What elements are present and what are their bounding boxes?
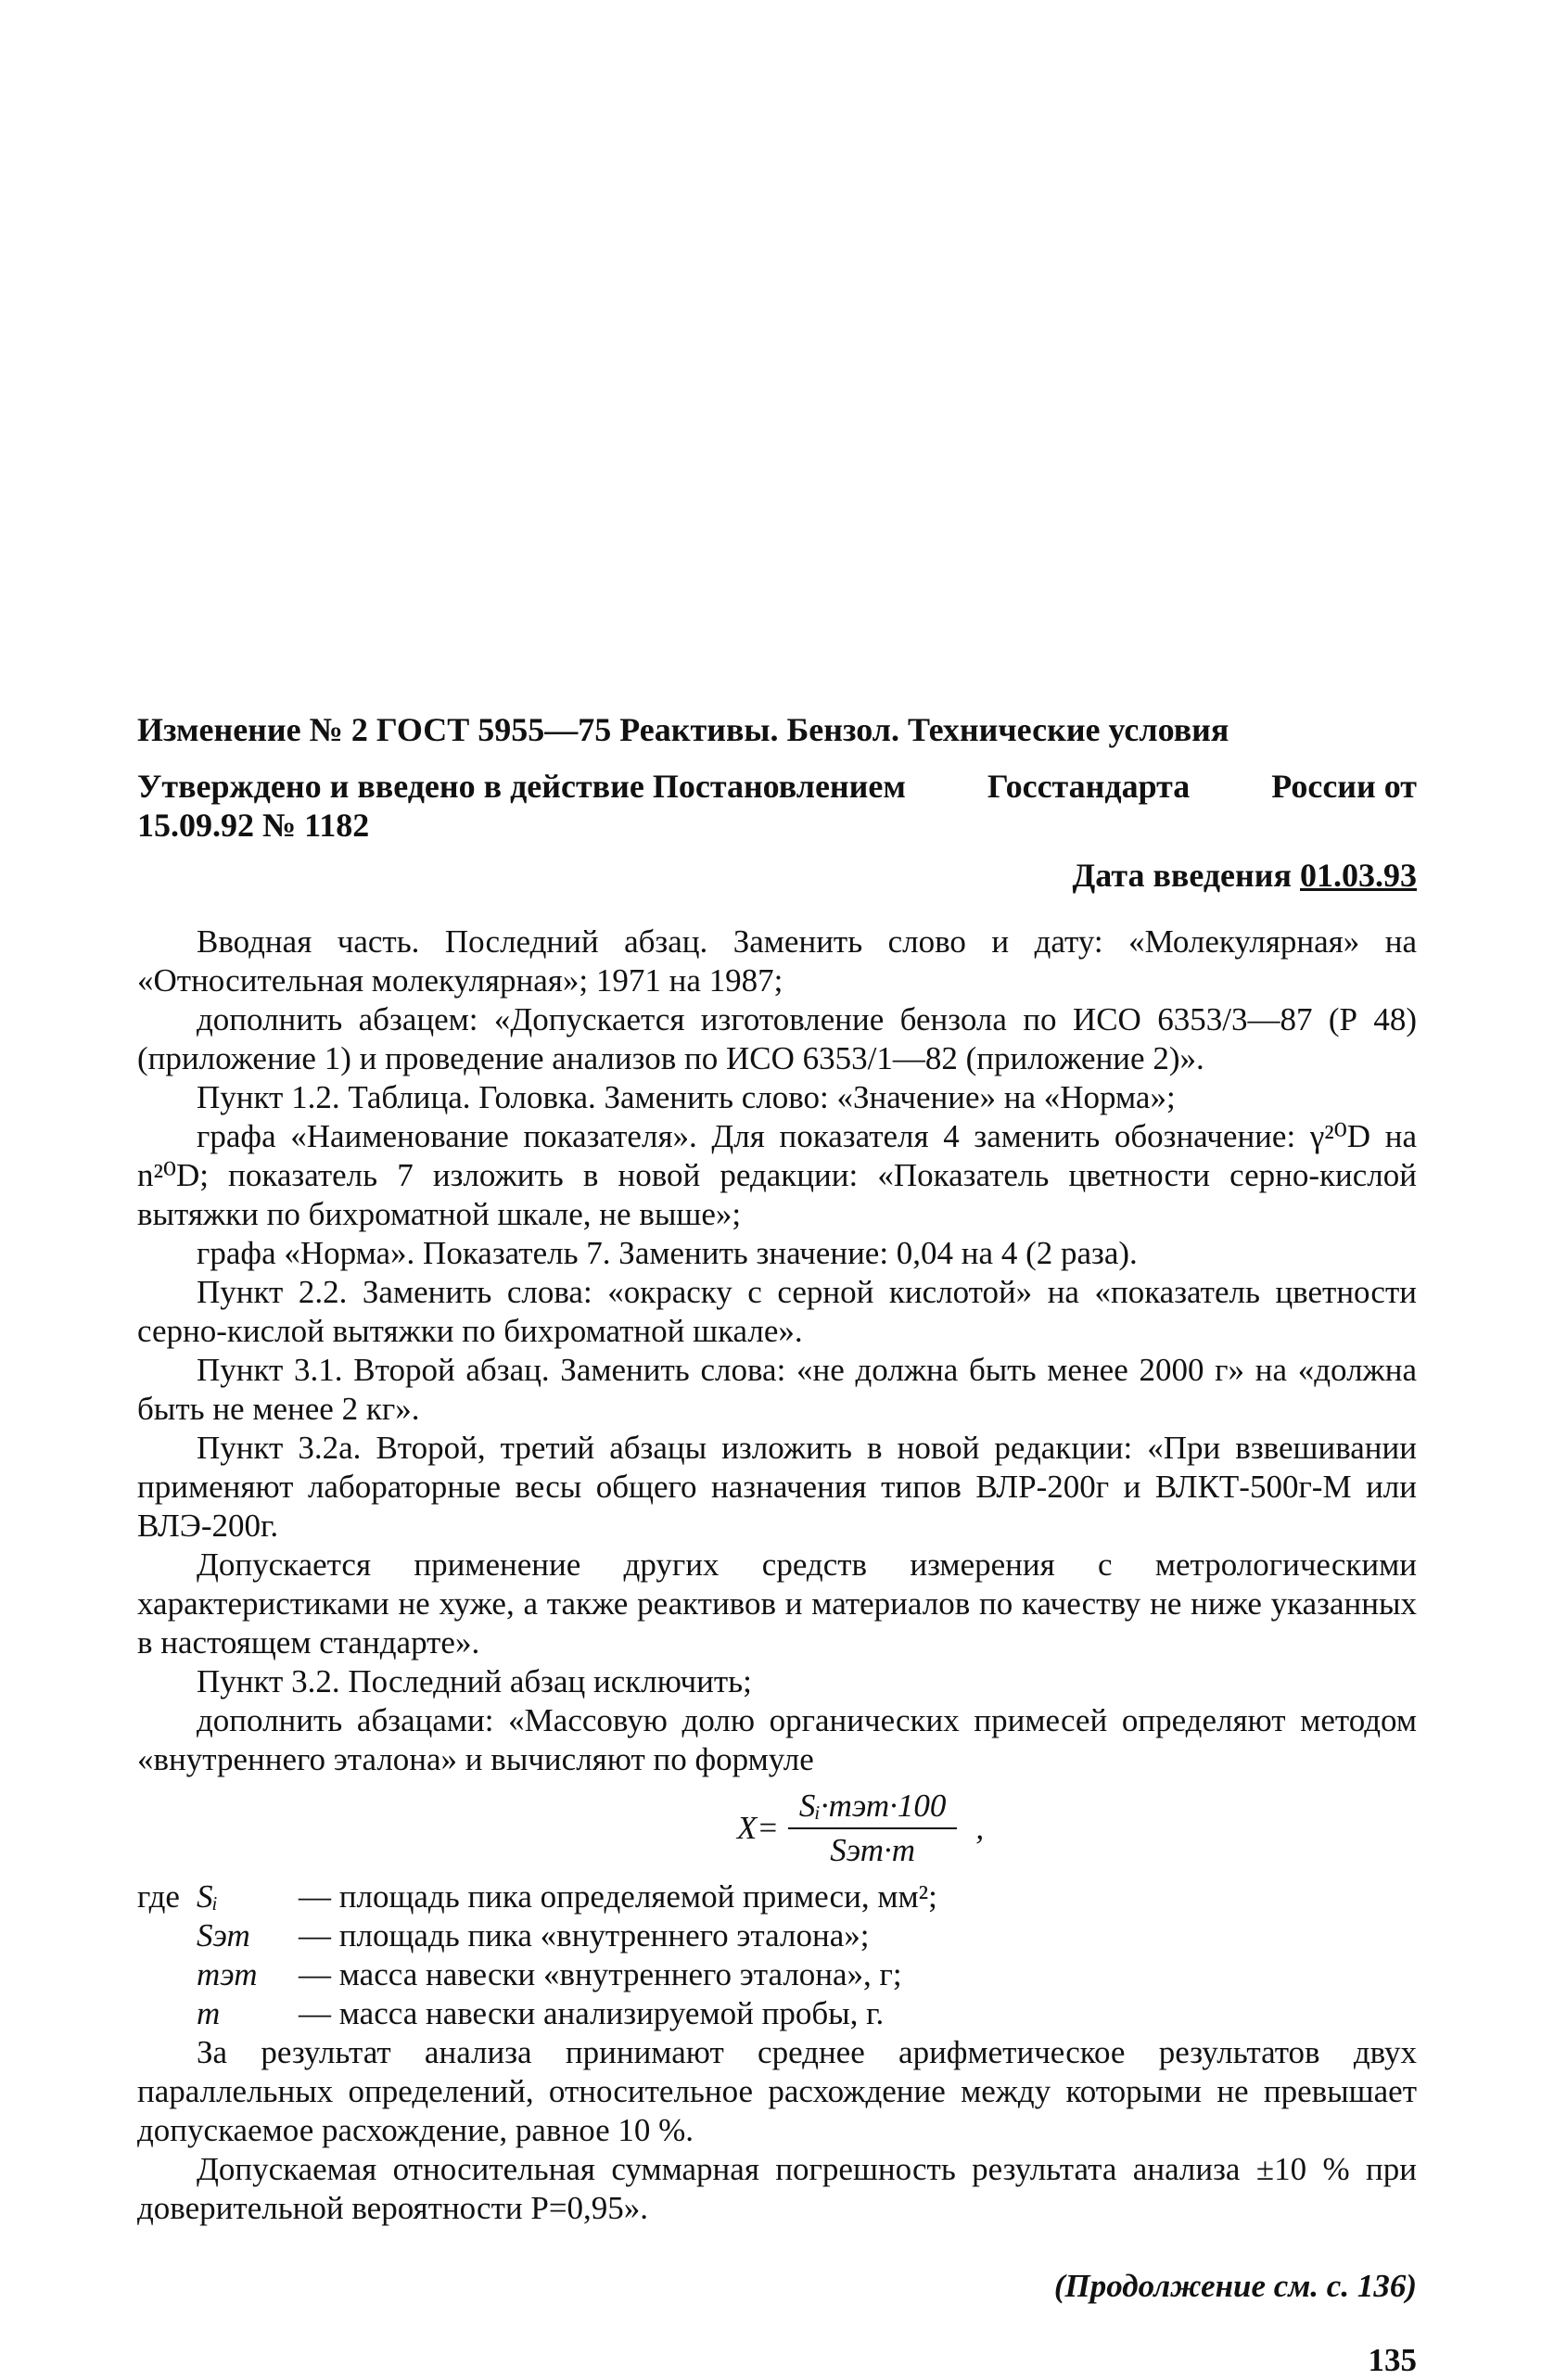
definition-spacer: [137, 1955, 197, 1994]
paragraph: За результат анализа принимают среднее арифметическое результатов двух параллельных определений, относительное расхождение между которыми не превышает допускаемое расхождение, равное 10 %.: [137, 2034, 1417, 2148]
paragraph: Пункт 2.2. Заменить слова: «окраску с серной кислотой» на «показатель цветности серно-кислой вытяжки по бихроматной шкале».: [137, 1274, 1417, 1349]
paragraph: Пункт 3.1. Второй абзац. Заменить слова: «не должна быть менее 2000 г» на «должна быть не менее 2 кг».: [137, 1352, 1417, 1427]
definition-symbol: m: [197, 1995, 221, 2031]
document-body: [137, 709, 1417, 2380]
definition-text: — масса навески «внутреннего эталона», г;: [299, 1956, 902, 1992]
paragraph: графа «Наименование показателя». Для показателя 4 заменить обозначение: γ²⁰D на n²⁰D; показатель 7 изложить в новой редакции: «Показатель цветности серно-кислой вытяжки по бихроматной шкале, не выше»;: [137, 1118, 1417, 1232]
definition-row: [137, 1877, 1417, 1916]
page-number: 135: [1368, 2342, 1417, 2378]
document-title: Изменение № 2 ГОСТ 5955—75 Реактивы. Бензол. Технические условия: [137, 711, 1229, 748]
paragraph: дополнить абзацем: «Допускается изготовление бензола по ИСО 6353/3—87 (Р 48) (приложение 1) и проведение анализов по ИСО 6353/1—82 (приложение 2)».: [137, 1001, 1417, 1076]
intro-date: [137, 856, 1417, 895]
definition-text: — масса навески анализируемой пробы, г.: [299, 1995, 885, 2031]
formula-tail: ,: [975, 1810, 985, 1846]
paragraph: Пункт 3.2а. Второй, третий абзацы изложить в новой редакции: «При взвешивании применяют лабораторные весы общего назначения типов ВЛР-200г и ВЛКТ-500г-М или ВЛЭ-200г.: [137, 1430, 1417, 1544]
definition-text: — площадь пика определяемой примеси, мм²;: [299, 1878, 937, 1915]
paragraph: дополнить абзацами: «Массовую долю органических примесей определяют методом «внутреннего эталона» и вычисляют по формуле: [137, 1702, 1417, 1777]
formula-lhs: X=: [736, 1810, 779, 1846]
approval-date: 15.09.92 № 1182: [137, 807, 370, 844]
paragraph: Пункт 3.2. Последний абзац исключить;: [197, 1663, 752, 1699]
formula: [304, 1787, 1417, 1870]
definition-spacer: [137, 1994, 197, 2033]
approval-mid: Госстандарта: [987, 768, 1191, 805]
paragraph: Пункт 1.2. Таблица. Головка. Заменить слово: «Значение» на «Норма»;: [197, 1079, 1176, 1115]
formula-numerator: Sᵢ·mэт·100: [788, 1787, 958, 1829]
definition-row: [137, 1994, 1417, 2033]
paragraph: Допускается применение других средств измерения с метрологическими характеристиками не хуже, а также реактивов и материалов по качеству не ниже указанных в настоящем стандарте».: [137, 1546, 1417, 1661]
approval-line: [137, 767, 1417, 806]
definitions-lead: где: [137, 1878, 180, 1915]
paragraph: графа «Норма». Показатель 7. Заменить значение: 0,04 на 4 (2 раза).: [197, 1235, 1138, 1271]
definition-symbol: Sᵢ: [197, 1878, 219, 1915]
intro-date-label: Дата введения: [1072, 857, 1292, 894]
formula-denominator: Sэт·m: [830, 1832, 916, 1868]
approval-left: Утверждено и введено в действие Постановлением: [137, 768, 906, 805]
definition-row: [137, 1916, 1417, 1955]
paragraph: Вводная часть. Последний абзац. Заменить слово и дату: «Молекулярная» на «Относительная молекулярная»; 1971 на 1987;: [137, 923, 1417, 999]
continuation-note: (Продолжение см. с. 136): [1053, 2268, 1417, 2304]
paragraph: Допускаемая относительная суммарная погрешность результата анализа ±10 % при доверительной вероятности P=0,95».: [137, 2151, 1417, 2226]
intro-date-value: 01.03.93: [1300, 857, 1417, 894]
definition-symbol: Sэт: [197, 1917, 250, 1954]
definition-spacer: [137, 1916, 197, 1955]
definitions: [137, 1877, 1417, 2033]
definition-text: — площадь пика «внутреннего эталона»;: [299, 1917, 870, 1954]
definition-symbol: mэт: [197, 1956, 258, 1992]
approval-right: России от: [1271, 768, 1417, 805]
definition-row: [137, 1955, 1417, 1994]
formula-fraction: [788, 1787, 958, 1870]
